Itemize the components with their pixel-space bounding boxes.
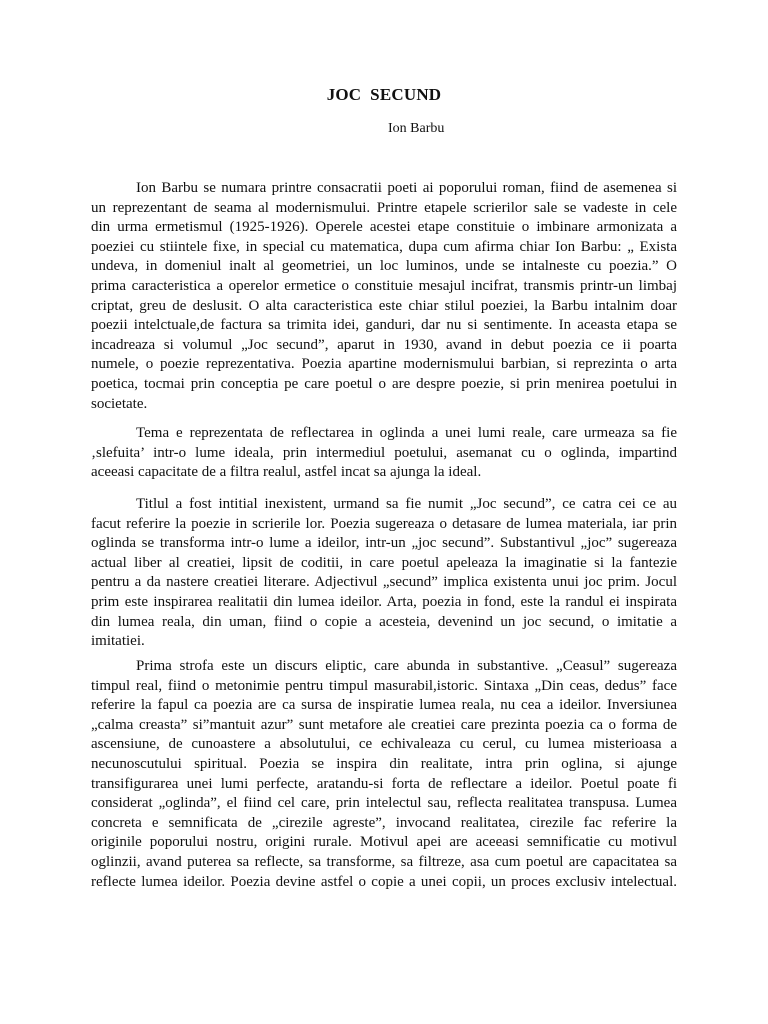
text-line: poezii intelctuale,de factura sa trimita idei, ganduri, dar nu si sentimente. In aceasta etapa se [91,317,677,334]
text-line: prima caracteristica a operelor ermetice o constituie mesajul incifrat, transmis printr-un limbaj [91,277,677,294]
paragraph-2 [91,424,677,483]
text-line: considerat „oglinda”, el fiind cel care, prin intelectul sau, reflecta realitatea transpusa. Lumea [91,795,677,812]
text-line: Tema e reprezentata de reflectarea in oglinda a unei lumi reale, care urmeaza sa fie [136,425,677,441]
document-title: JOC SECUND [326,85,442,104]
text-line: din lumea reala, din uman, fiind o copie a acesteia, devenind un joc secund, o imitatie a [91,613,677,630]
text-line: poetica, tocmai prin conceptia pe care poetul o are despre poezie, si prin menirea poetului in [91,375,677,392]
text-line: ascensiune, de cunoastere a absolutului, ce echivaleaza cu cerul, cu lumea misterioasa a [91,736,677,753]
text-line: criptat, greu de deslusit. O alta caracteristica este chiar stilul poeziei, la Barbu intalnim doar [91,297,677,314]
text-line: undeva, in domeniul inalt al geometriei, un loc luminos, unde se intalneste cu poezia.” O [91,258,677,275]
paragraph-4 [91,657,677,892]
text-line: ‚slefuita’ intr-o lume ideala, prin intermediul poetului, asemanat cu o oglinda, impartind [91,444,677,461]
text-line: numele, o poezie reprezentativa. Poezia apartine modernismului barbian, si reprezinta o arta [91,356,677,373]
text-line: timpul real, fiind o metonimie pentru timpul masurabil,istoric. Sintaxa „Din ceas, dedus” face [91,677,677,694]
text-line: aceeasi capacitate de a filtra realul, astfel incat sa ajunga la ideal. [91,464,482,481]
text-line: Ion Barbu se numara printre consacratii poeti ai poporului roman, fiind de asemenea si [136,180,677,196]
text-line: imitatiei. [91,633,145,650]
text-line: „calma creasta” si”mantuit azur” sunt metafore ale creatiei care prezinta poezia ca o forma de [91,716,677,733]
document-author: Ion Barbu [388,121,445,136]
text-line: necunoscutului spiritual. Poezia se inspira din realitate, intra prin oglina, si ajunge [91,755,677,772]
text-line: prim este inspirarea realitatii din lumea ideilor. Arta, poezia in fond, este la randul ei inspirata [91,593,677,610]
text-line: transifigurarea unei lumi perfecte, aratandu-si forta de reflectare a ideilor. Poetul poate fi [91,775,677,792]
text-line: Prima strofa este un discurs eliptic, care abunda in substantive. „Ceasul” sugereaza [136,658,677,674]
paragraph-3 [91,495,677,652]
text-line: referire la fapul ca poezia are ca sursa de inspiratie lumea reala, nu cea a ideilor. Inversiunea [91,697,677,714]
text-line: originile poporului nostru, origini rurale. Motivul apei are aceeasi semnificatie cu motivul [91,834,677,851]
text-line: societate. [91,395,148,412]
text-line: concreta e semnificata de „cirezile agreste”, invocand realitatea, cirezile fac referire la [91,814,677,831]
text-line: oglinda se transforma intr-o lume a ideilor, intr-un „joc secund”. Substantivul „joc” sugereaza [91,535,677,552]
text-line: incadreaza si volumul „Joc secund”, aparut in 1930, avand in debut poezia ce ii poarta [91,336,677,353]
text-line: reflecte lumea ideilor. Poezia devine astfel o copie a unei copii, un proces exclusiv intelectual. [91,873,677,890]
paragraph-1 [91,179,677,414]
text-line: din urma ermetismul (1925-1926). Operele acestei etape constituie o imbinare armonizata a [91,219,677,236]
text-line: Titlul a fost intitial inexistent, urmand sa fie numit „Joc secund”, ce catra cei ce au [136,496,677,512]
text-line: poeziei cu stiintele fixe, in special cu matematica, dupa cum afirma chiar Ion Barbu: „ Exista [91,238,677,255]
text-line: actual liber al creatiei, lipsit de coditii, in care poetul apeleaza la imaginatie si la fantezie [91,554,677,571]
text-line: pentru a da nastere creatiei literare. Adjectivul „secund” implica existenta unui joc prim. Jocul [91,574,677,591]
text-line: facut referire la poezie in scrierile lor. Poezia sugereaza o detasare de lumea materiala, iar prin [91,515,677,532]
text-line: un reprezentant de seama al modernismului. Printre etapele scrierilor sale se vadeste in cele [91,199,677,216]
text-line: oglinzii, avand puterea sa reflecte, sa transforme, sa filtreze, asa cum poetul are capacitatea sa [91,853,677,870]
